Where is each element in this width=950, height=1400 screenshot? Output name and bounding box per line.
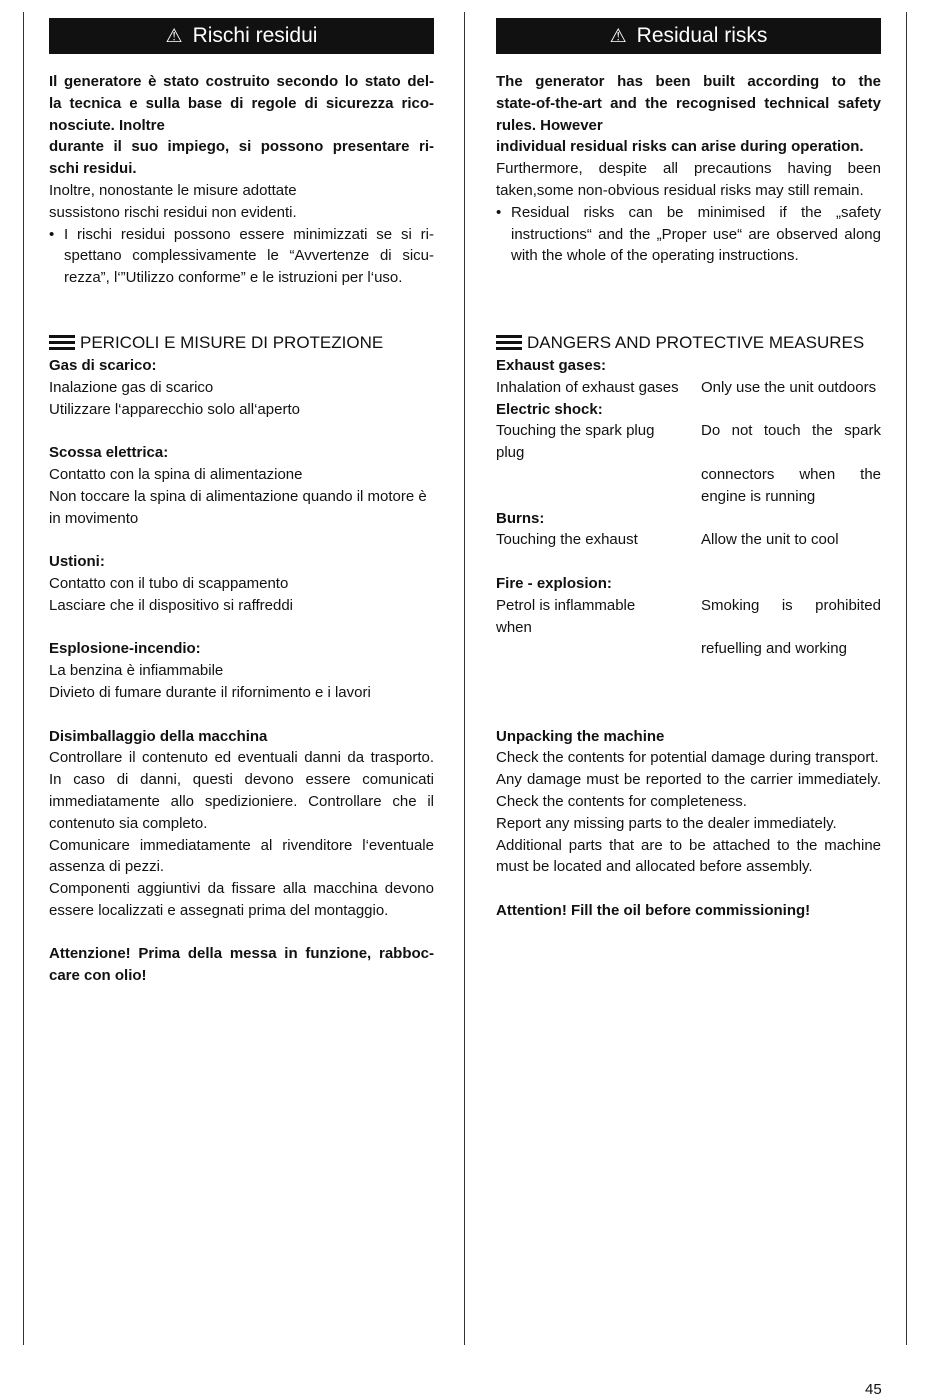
intro-bold-line: schi residui. (49, 160, 137, 178)
bullet-text: I rischi residui possono essere minimizzati se si ri-spettano complessivamente le “Avvertenze di sicu-rezza”, l‘”Utilizzo conforme” e le istruzioni per l‘uso. (64, 225, 434, 287)
fire-row-cont (496, 638, 881, 660)
hazard-cell: Touching the exhaust (496, 531, 638, 549)
measure-cell: refuelling and working (701, 640, 847, 658)
unpack-paragraph: Comunicare immediatamente al rivenditore l‘eventuale assenza di pezzi. (49, 836, 434, 876)
hazard-cell: Petrol is inflammable when (496, 596, 636, 636)
measure-cell: Only use the unit outdoors (701, 378, 877, 396)
bullet-dot: • (496, 203, 502, 221)
unpack-heading: Disimballaggio della macchina (49, 727, 268, 745)
measure-cell: Do not touch the spark (701, 422, 881, 440)
center-divider-line (464, 12, 465, 1345)
left-border-line (23, 12, 24, 1345)
intro-bold-line: rules. However (496, 116, 603, 134)
right-border-line (906, 12, 907, 1345)
unpack-paragraph: Componenti aggiuntivi da fissare alla macchina devono essere localizzati e assegnati prima del montaggio. (49, 880, 434, 919)
bullet-text: Residual risks can be minimised if the „safety instructions“ and the „Proper use“ are observed along with the whole of the operating instructions. (511, 203, 881, 265)
banner-title: Residual risks (636, 24, 768, 47)
unpack-paragraph: Additional parts that are to be attached to the machine must be located and allocated before assembly. (496, 836, 881, 876)
unpack-paragraph: Report any missing parts to the dealer immediately. (496, 814, 837, 832)
section-heading (49, 331, 434, 355)
exhaust-heading: Gas di scarico: (49, 356, 157, 374)
banner-residual-risks (496, 18, 881, 54)
bullet-item (49, 224, 434, 289)
attention-line: care con olio! (49, 967, 147, 985)
bullet-item (496, 202, 881, 267)
shock-heading: Electric shock: (496, 400, 603, 418)
unpack-paragraph: Any damage must be reported to the carrier immediately. Check the contents for completeness. (496, 771, 881, 810)
unpack-paragraph: Controllare il contenuto ed eventuali danni da trasporto. In caso di danni, questi devono essere comunicati immediatamente allo spedizioniere. Controllare che il contenuto sia completo. (49, 749, 434, 832)
section-title: DANGERS AND PROTECTIVE MEASURES (527, 333, 865, 353)
exhaust-row (496, 377, 881, 399)
warning-triangle-icon: ⚠ (609, 26, 627, 47)
intro-bold-line: individual residual risks can arise during operation. (496, 138, 864, 156)
menu-lines-icon (49, 335, 75, 351)
measure-cell: Smoking is prohibited (701, 596, 881, 614)
unpack-heading: Unpacking the machine (496, 727, 665, 745)
intro-bold-line: Il generatore è stato costruito secondo lo stato del- (49, 73, 434, 90)
banner-rischi-residui (49, 18, 434, 54)
intro-line: sussistono rischi residui non evidenti. (49, 203, 297, 221)
burns-line: Lasciare che il dispositivo si raffreddi (49, 596, 294, 614)
intro-bold-line: nosciute. Inoltre (49, 116, 165, 134)
burns-row (496, 529, 881, 551)
bullet-dot: • (49, 225, 55, 243)
attention-line: Attenzione! Prima della messa in funzione, rabboc- (49, 945, 434, 963)
fire-line: Divieto di fumare durante il rifornimento e i lavori (49, 683, 371, 701)
intro-bold (49, 71, 434, 180)
intro-line: Inoltre, nonostante le misure adottate (49, 181, 297, 199)
hazard-cell: Inhalation of exhaust gases (496, 378, 679, 396)
intro-bold-line: durante il suo impiego, si possono presentare ri- (49, 138, 434, 156)
page-number: 45 (865, 1381, 882, 1398)
burns-heading: Ustioni: (49, 553, 105, 571)
shock-row (496, 420, 881, 464)
intro-bold-line: The generator has been built according to the (496, 73, 881, 90)
fire-heading: Fire - explosion: (496, 574, 612, 592)
warning-triangle-icon: ⚠ (165, 26, 183, 47)
fire-heading: Esplosione-incendio: (49, 640, 201, 658)
measure-cell: connectors when the engine is running (701, 465, 881, 505)
burns-line: Contatto con il tubo di scappamento (49, 574, 289, 592)
attention-line: Attention! Fill the oil before commissioning! (496, 901, 811, 919)
intro-bold-line: la tecnica e sulla base di regole di sicurezza rico- (49, 94, 434, 112)
fire-row (496, 595, 881, 639)
intro-bold-line: state-of-the-art and the recognised technical safety (496, 94, 881, 112)
exhaust-heading: Exhaust gases: (496, 356, 607, 374)
measure-cell: Allow the unit to cool (701, 531, 839, 549)
section-title: PERICOLI E MISURE DI PROTEZIONE (80, 333, 384, 353)
intro-bold (496, 71, 881, 158)
english-column (496, 18, 881, 922)
burns-heading: Burns: (496, 509, 545, 527)
section-heading (496, 331, 881, 355)
exhaust-line: Utilizzare l‘apparecchio solo all‘aperto (49, 400, 300, 418)
shock-heading: Scossa elettrica: (49, 444, 169, 462)
italian-column (49, 18, 434, 987)
fire-line: La benzina è infiammabile (49, 662, 224, 680)
unpack-paragraph: Check the contents for potential damage during transport. (496, 749, 879, 767)
hazard-cell: Touching the spark plug plug (496, 422, 655, 462)
intro-text: Furthermore, despite all precautions having been taken,some non-obvious residual risks may still remain. (496, 160, 881, 199)
banner-title: Rischi residui (192, 24, 318, 47)
menu-lines-icon (496, 335, 522, 351)
shock-line: Contatto con la spina di alimentazione (49, 465, 303, 483)
shock-line: Non toccare la spina di alimentazione quando il motore è in movimento (49, 487, 427, 527)
shock-row-cont (496, 464, 881, 508)
exhaust-line: Inalazione gas di scarico (49, 378, 214, 396)
